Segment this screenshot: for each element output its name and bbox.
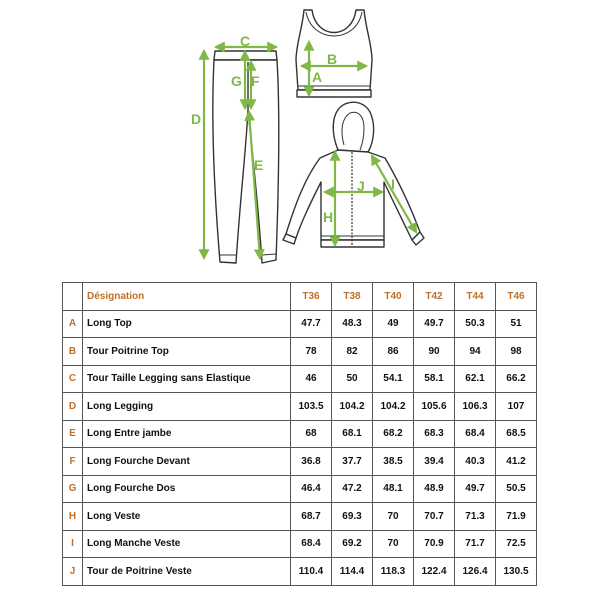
- row-value-cell: 82: [332, 338, 373, 366]
- row-value-cell: 47.2: [332, 475, 373, 503]
- row-value-cell: 68.5: [496, 420, 537, 448]
- row-designation: Long Legging: [83, 393, 291, 421]
- row-value-cell: 41.2: [496, 448, 537, 476]
- row-value-cell: 50.3: [455, 310, 496, 338]
- table-header-row: [63, 283, 537, 311]
- row-designation: Long Fourche Dos: [83, 475, 291, 503]
- table-row: [63, 338, 537, 366]
- row-value-cell: 104.2: [332, 393, 373, 421]
- row-value-cell: 118.3: [373, 558, 414, 586]
- row-letter: G: [63, 475, 83, 503]
- row-value-cell: 46: [291, 365, 332, 393]
- table-row: [63, 475, 537, 503]
- row-value-cell: 48.3: [332, 310, 373, 338]
- row-value-cell: 71.7: [455, 530, 496, 558]
- row-value-cell: 38.5: [373, 448, 414, 476]
- row-letter: J: [63, 558, 83, 586]
- row-letter: B: [63, 338, 83, 366]
- row-designation: Long Veste: [83, 503, 291, 531]
- row-value-cell: 51: [496, 310, 537, 338]
- row-value-cell: 70: [373, 503, 414, 531]
- header-designation: Désignation: [83, 283, 291, 311]
- row-designation: Long Top: [83, 310, 291, 338]
- row-letter: E: [63, 420, 83, 448]
- row-value-cell: 36.8: [291, 448, 332, 476]
- row-value-cell: 69.3: [332, 503, 373, 531]
- label-H: H: [323, 209, 334, 225]
- label-C: C: [240, 33, 251, 49]
- row-value-cell: 68.1: [332, 420, 373, 448]
- label-B: B: [327, 51, 338, 67]
- row-value-cell: 68.3: [414, 420, 455, 448]
- header-size: T40: [373, 283, 414, 311]
- row-value-cell: 68.2: [373, 420, 414, 448]
- table-row: [63, 530, 537, 558]
- row-value-cell: 107: [496, 393, 537, 421]
- table-row: [63, 310, 537, 338]
- row-value-cell: 78: [291, 338, 332, 366]
- row-letter: F: [63, 448, 83, 476]
- row-value-cell: 98: [496, 338, 537, 366]
- row-letter: A: [63, 310, 83, 338]
- row-value-cell: 54.1: [373, 365, 414, 393]
- label-D: D: [191, 111, 202, 127]
- header-size: T38: [332, 283, 373, 311]
- table-row: [63, 420, 537, 448]
- table-row: [63, 558, 537, 586]
- row-value-cell: 68.4: [291, 530, 332, 558]
- row-value-cell: 62.1: [455, 365, 496, 393]
- row-value-cell: 70.9: [414, 530, 455, 558]
- row-designation: Tour Taille Legging sans Elastique: [83, 365, 291, 393]
- garment-measurement-diagram: [0, 0, 600, 280]
- table-row: [63, 503, 537, 531]
- row-value-cell: 71.9: [496, 503, 537, 531]
- row-value-cell: 37.7: [332, 448, 373, 476]
- label-I: I: [391, 176, 395, 192]
- row-value-cell: 49.7: [414, 310, 455, 338]
- row-value-cell: 66.2: [496, 365, 537, 393]
- row-value-cell: 40.3: [455, 448, 496, 476]
- table-body: [63, 310, 537, 585]
- header-size: T46: [496, 283, 537, 311]
- row-designation: Long Entre jambe: [83, 420, 291, 448]
- row-value-cell: 70.7: [414, 503, 455, 531]
- row-designation: Tour de Poitrine Veste: [83, 558, 291, 586]
- table-row: [63, 365, 537, 393]
- row-value-cell: 126.4: [455, 558, 496, 586]
- row-value-cell: 69.2: [332, 530, 373, 558]
- row-value-cell: 47.7: [291, 310, 332, 338]
- row-value-cell: 70: [373, 530, 414, 558]
- header-size: T42: [414, 283, 455, 311]
- label-J: J: [357, 178, 365, 194]
- size-chart-table: [62, 282, 537, 586]
- row-value-cell: 50.5: [496, 475, 537, 503]
- row-designation: Tour Poitrine Top: [83, 338, 291, 366]
- row-designation: Long Fourche Devant: [83, 448, 291, 476]
- row-value-cell: 46.4: [291, 475, 332, 503]
- row-value-cell: 39.4: [414, 448, 455, 476]
- label-E: E: [254, 157, 264, 173]
- row-value-cell: 106.3: [455, 393, 496, 421]
- jacket-drawing: [283, 102, 424, 247]
- label-G: G: [231, 73, 242, 89]
- row-letter: I: [63, 530, 83, 558]
- header-size: T36: [291, 283, 332, 311]
- row-value-cell: 58.1: [414, 365, 455, 393]
- row-value-cell: 122.4: [414, 558, 455, 586]
- row-value-cell: 48.1: [373, 475, 414, 503]
- table-row: [63, 448, 537, 476]
- row-letter: C: [63, 365, 83, 393]
- row-value-cell: 130.5: [496, 558, 537, 586]
- row-designation: Long Manche Veste: [83, 530, 291, 558]
- row-value-cell: 68: [291, 420, 332, 448]
- row-value-cell: 71.3: [455, 503, 496, 531]
- row-value-cell: 72.5: [496, 530, 537, 558]
- row-letter: D: [63, 393, 83, 421]
- row-value-cell: 50: [332, 365, 373, 393]
- row-value-cell: 103.5: [291, 393, 332, 421]
- row-value-cell: 94: [455, 338, 496, 366]
- label-F: F: [251, 73, 260, 89]
- row-value-cell: 48.9: [414, 475, 455, 503]
- row-value-cell: 49: [373, 310, 414, 338]
- row-value-cell: 104.2: [373, 393, 414, 421]
- label-A: A: [312, 69, 323, 85]
- header-size: T44: [455, 283, 496, 311]
- row-letter: H: [63, 503, 83, 531]
- row-value-cell: 90: [414, 338, 455, 366]
- row-value-cell: 114.4: [332, 558, 373, 586]
- row-value-cell: 68.4: [455, 420, 496, 448]
- row-value-cell: 105.6: [414, 393, 455, 421]
- table-row: [63, 393, 537, 421]
- row-value-cell: 49.7: [455, 475, 496, 503]
- header-letter-cell: [63, 283, 83, 311]
- row-value-cell: 86: [373, 338, 414, 366]
- row-value-cell: 110.4: [291, 558, 332, 586]
- row-value-cell: 68.7: [291, 503, 332, 531]
